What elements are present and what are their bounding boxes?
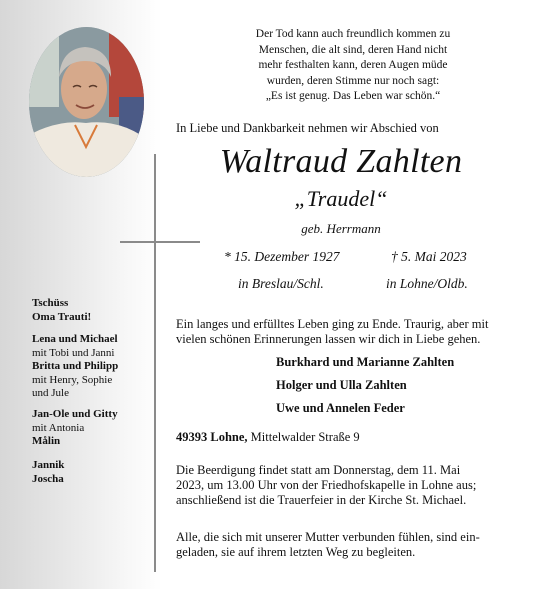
birth-place: in Breslau/Schl. <box>238 276 324 291</box>
mourner-name: Burkhard und Marianne Zahlten <box>276 355 455 369</box>
closing-line: Alle, die sich mit unserer Mutter verbunden fühlen, sind ein- <box>176 530 480 544</box>
family-address <box>176 430 360 445</box>
mourner-name: Uwe und Annelen Feder <box>276 401 405 415</box>
poem-line: „Es ist genug. Das Leben war schön.“ <box>265 90 441 102</box>
cross-icon-horizontal <box>120 241 200 243</box>
closing-line: geladen, sie auf ihrem letzten Weg zu begleiten. <box>176 545 416 559</box>
funeral-line: 2023, um 13.00 Uhr von der Friedhofskapelle in Lohne aus; <box>176 478 477 492</box>
deceased-name: Waltraud Zahlten <box>219 143 463 180</box>
sidebar-line: Oma Trauti! <box>32 310 92 323</box>
closing-invitation <box>176 530 480 560</box>
sidebar-line: Jannik <box>32 459 65 471</box>
sidebar-farewell <box>32 297 91 324</box>
sidebar-line: mit Henry, Sophie <box>32 373 113 386</box>
sidebar-line: und Jule <box>32 387 69 399</box>
mourner-name: Holger und Ulla Zahlten <box>276 378 407 392</box>
sidebar-grandchildren-group-1 <box>32 333 118 401</box>
birth-date: * 15. Dezember 1927 <box>224 249 340 264</box>
funeral-line: Die Beerdigung findet statt am Donnerstag, dem 11. Mai <box>176 463 461 477</box>
farewell-message <box>176 317 488 347</box>
funeral-info <box>176 463 476 508</box>
birth-name: geb. Herrmann <box>301 221 381 236</box>
deceased-nickname: „Traudel“ <box>294 186 388 211</box>
poem-line: wurden, deren Stimme nur noch sagt: <box>266 74 440 87</box>
message-line: Ein langes und erfülltes Leben ging zu Ende. Traurig, aber mit <box>176 317 489 331</box>
address-postcode-city: 49393 Lohne, <box>176 430 248 444</box>
sidebar-line: Britta und Philipp <box>32 360 119 372</box>
sidebar-line: Joscha <box>32 472 64 485</box>
poem <box>212 27 494 105</box>
funeral-line: anschließend ist die Trauerfeier in der Kirche St. Michael. <box>176 493 467 507</box>
portrait-photo <box>29 27 144 177</box>
poem-line: Menschen, die alt sind, deren Hand nicht <box>258 43 448 56</box>
sidebar-great-grandchildren <box>32 459 64 486</box>
sidebar-line: mit Tobi und Janni <box>32 346 115 359</box>
death-date: † 5. Mai 2023 <box>391 249 467 264</box>
sidebar-line: Målin <box>32 435 61 447</box>
cross-icon-vertical <box>154 154 156 572</box>
address-street: Mittelwalder Straße 9 <box>247 430 360 444</box>
intro-line: In Liebe und Dankbarkeit nehmen wir Abschied von <box>176 121 439 135</box>
sidebar-line: mit Antonia <box>32 421 85 434</box>
poem-line: Der Tod kann auch freundlich kommen zu <box>255 28 451 40</box>
message-line: vielen schönen Erinnerungen lassen wir dich in Liebe gehen. <box>176 332 481 346</box>
sidebar-line: Lena und Michael <box>32 333 118 345</box>
sidebar-line: Tschüss <box>32 297 69 309</box>
poem-line: mehr festhalten kann, deren Augen müde <box>258 59 448 71</box>
sidebar-line: Jan-Ole und Gitty <box>32 408 118 420</box>
death-place: in Lohne/Oldb. <box>386 276 468 291</box>
sidebar-grandchildren-group-2 <box>32 408 118 449</box>
